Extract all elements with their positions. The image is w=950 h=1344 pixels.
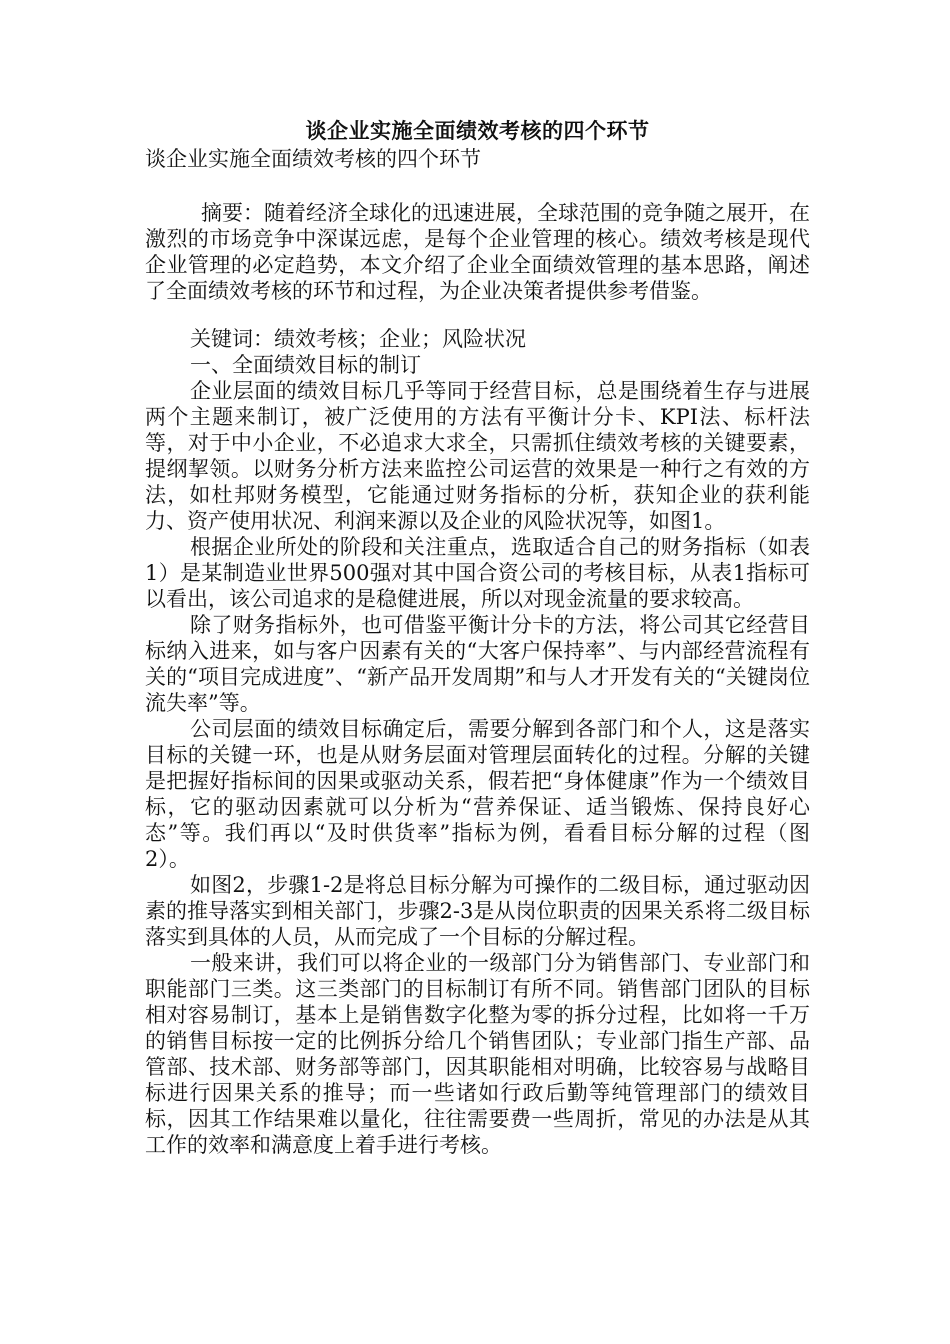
body-paragraph-6: 一般来讲，我们可以将企业的一级部门分为销售部门、专业部门和职能部门三类。这三类部门的目标制订有所不同。销售部门团队的目标相对容易制订，基本上是销售数字化整为零的拆分过程，比如将一千万的销售目标按一定的比例拆分给几个销售团队；专业部门指生产部、品管部、技术部、财务部等部门，因其职能相对明确，比较容易与战略目标进行因果关系的推导；而一些诸如行政后勤等纯管理部门的绩效目标，因其工作结果难以量化，往往需要费一些周折，常见的办法是从其工作的效率和满意度上着手进行考核。 [145, 951, 810, 1157]
keywords-line: 关键词：绩效考核；企业；风险状况 [190, 327, 526, 351]
body-paragraph-4: 公司层面的绩效目标确定后，需要分解到各部门和个人，这是落实目标的关键一环，也是从财务层面对管理层面转化的过程。分解的关键是把握好指标间的因果或驱动关系，假若把“身体健康”作为一个绩效目标，它的驱动因素就可以分析为“营养保证、适当锻炼、保持良好心态”等。我们再以“及时供货率”指标为例，看看目标分解的过程（图2）。 [145, 717, 810, 871]
body-paragraph-1: 企业层面的绩效目标几乎等同于经营目标，总是围绕着生存与进展两个主题来制订，被广泛使用的方法有平衡计分卡、KPI法、标杆法等，对于中小企业，不必追求大求全，只需抓住绩效考核的关键要素，提纲挈领。以财务分析方法来监控公司运营的效果是一种行之有效的方法，如杜邦财务模型，它能通过财务指标的分析，获知企业的获利能力、资产使用状况、利润来源以及企业的风险状况等，如图1。 [145, 379, 810, 533]
body-paragraph-5: 如图2，步骤1-2是将总目标分解为可操作的二级目标，通过驱动因素的推导落实到相关部门，步骤2-3是从岗位职责的因果关系将二级目标落实到具体的人员，从而完成了一个目标的分解过程。 [145, 873, 810, 949]
body-paragraph-2: 根据企业所处的阶段和关注重点，选取适合自己的财务指标（如表1）是某制造业世界500强对其中国合资公司的考核目标，从表1指标可以看出，该公司追求的是稳健进展，所以对现金流量的要求较高。 [145, 535, 810, 611]
document-page [145, 118, 810, 1158]
abstract-paragraph: 摘要：随着经济全球化的迅速进展，全球范围的竞争随之展开，在激烈的市场竞争中深谋远虑，是每个企业管理的核心。绩效考核是现代企业管理的必定趋势，本文介绍了企业全面绩效管理的基本思路，阐述了全面绩效考核的环节和过程，为企业决策者提供参考借鉴。 [145, 201, 810, 303]
section-heading: 一、全面绩效目标的制订 [190, 353, 421, 377]
body-paragraph-3: 除了财务指标外，也可借鉴平衡计分卡的方法，将公司其它经营目标纳入进来，如与客户因素有关的“大客户保持率”、与内部经营流程有关的“项目完成进度”、“新产品开发周期”和与人才开发有关的“关键岗位流失率”等。 [145, 613, 810, 715]
document-subtitle: 谈企业实施全面绩效考核的四个环节 [145, 147, 481, 171]
document-title: 谈企业实施全面绩效考核的四个环节 [305, 118, 650, 143]
